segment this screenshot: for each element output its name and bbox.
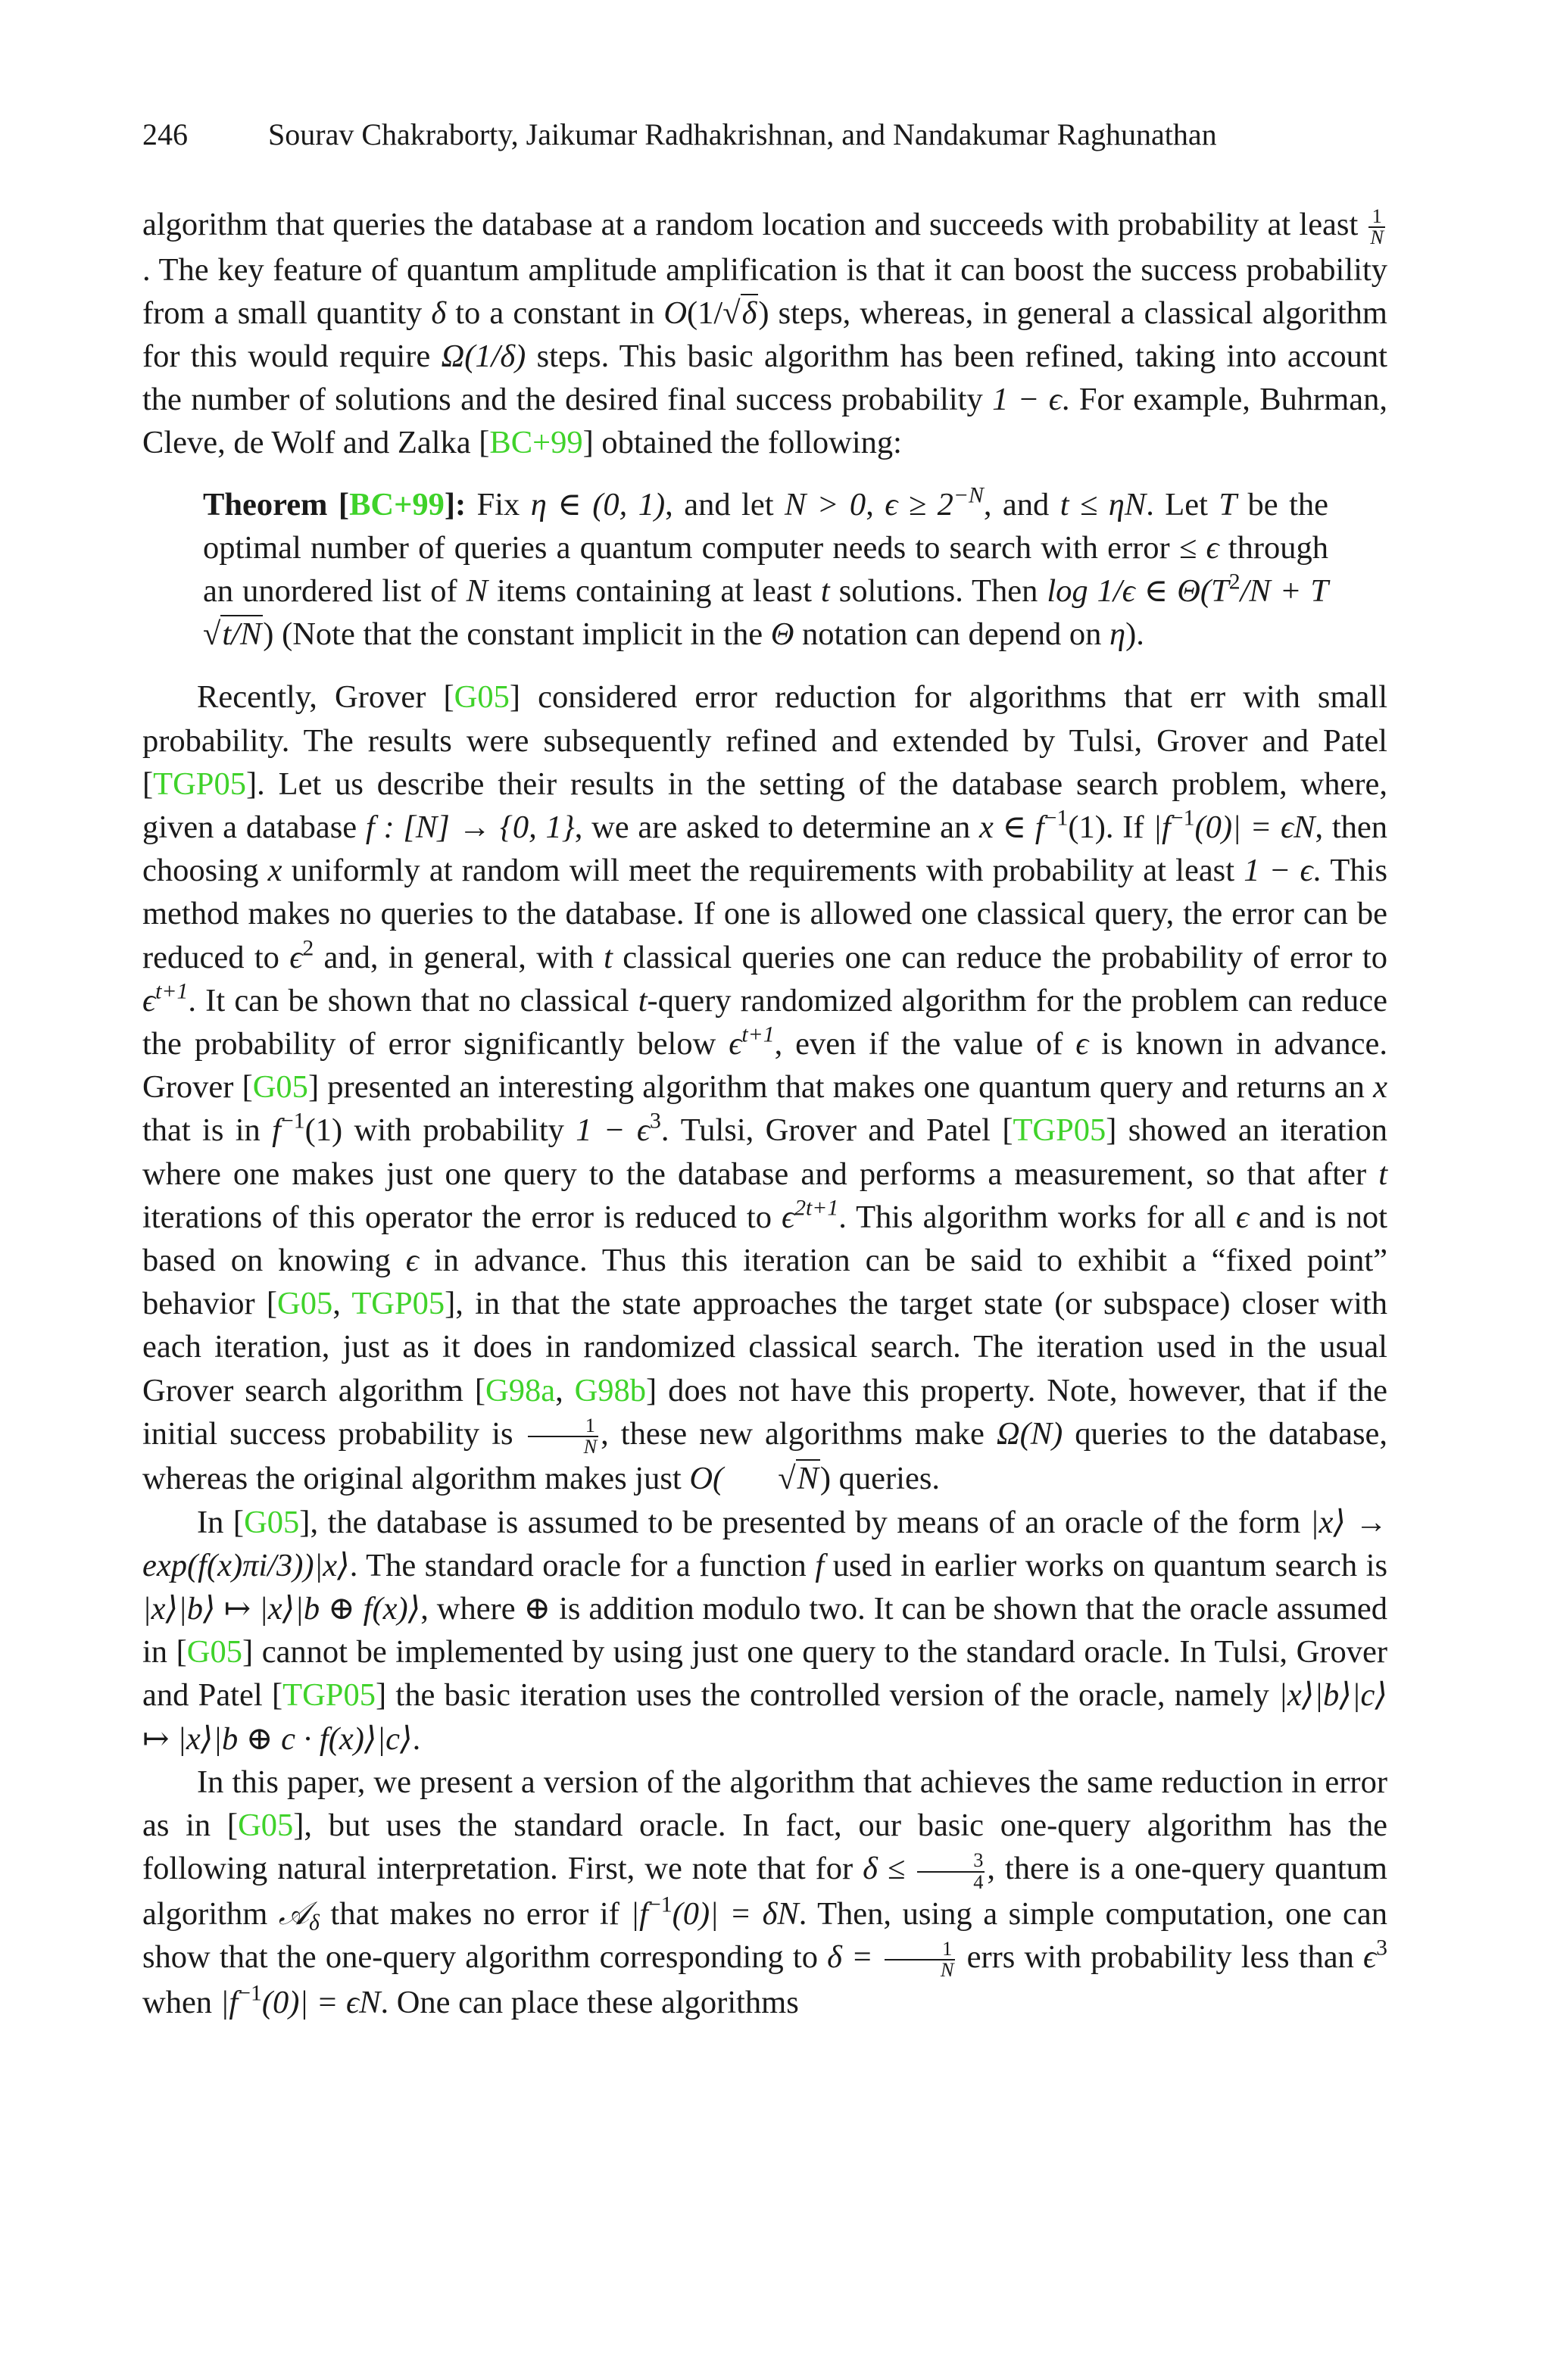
theorem-block: Theorem [BC+99]: Fix η ∈ (0, 1), and let N > 0, $\epsilon \ge 2^{-N}$, and t ≤ ηN. Let T be the optimal number of queries a quantum computer needs to search with error ≤ ϵ through an unordered list of N items containing at least t solutions. Then log 1/ϵ ∈ $\Theta(T^2/N + T√t/N)$ (Note that the constant implicit in the Θ notation can depend on η).	[203, 483, 1328, 657]
paragraph-1: algorithm that queries the database at a random location and succeeds with probability at least $\frac{1}{N}$ . The key feature of quantum amplitude amplification is that it can boost the success probability from a small quantity δ to a constant in O(1/√δ) steps, whereas, in general a classical algorithm for this would require Ω(1/δ) steps. This basic algorithm has been refined, taking into account the number of solutions and the desired final success probability 1 − ϵ. For example, Buhrman, Cleve, de Wolf and Zalka [BC+99] obtained the following:	[142, 204, 1387, 461]
citation-link[interactable]: G98a	[485, 1372, 556, 1408]
sqrt-t-over-N: √t/N	[203, 616, 262, 653]
sqrt-delta: √δ	[722, 295, 757, 331]
citation-link[interactable]: G05	[238, 1808, 294, 1844]
paragraph-3: In [G05], the database is assumed to be presented by means of an oracle of the form |x⟩ → exp(f(x)πi/3))|x⟩. The standard oracle for a function f used in earlier works on quantum search is |x⟩|b⟩ ↦ |x⟩|b ⊕ f(x)⟩, where ⊕ is addition modulo two. It can be shown that the oracle assumed in [G05] cannot be implemented by using just one query to the standard oracle. In Tulsi, Grover and Patel [TGP05] the basic iteration uses the controlled version of the oracle, namely |x⟩|b⟩|c⟩ ↦ |x⟩|b ⊕ c · f(x)⟩|c⟩.	[142, 1504, 1388, 1757]
fraction-3-over-4: $\frac{3}{4}$	[917, 1851, 985, 1892]
author-line: Sourav Chakraborty, Jaikumar Radhakrishnan, and Nandakumar Raghunathan	[268, 117, 1217, 151]
citation-link[interactable]: G98b	[574, 1372, 647, 1408]
citation-link[interactable]: BC+99	[349, 486, 445, 522]
body-text	[142, 203, 1387, 2024]
citation-link[interactable]: TGP05	[153, 766, 246, 802]
fraction-1-over-N: $\frac{1}{N}$	[1370, 204, 1384, 249]
theorem-label: Theorem [BC+99]:	[203, 486, 467, 522]
citation-link[interactable]: G05	[277, 1286, 333, 1322]
citation-link[interactable]: G05	[252, 1069, 308, 1106]
paragraph-2: Recently, Grover [G05] considered error reduction for algorithms that err with small probability. The results were subsequently refined and extended by Tulsi, Grover and Patel [TGP05]. Let us describe their results in the setting of the database search problem, where, given a database f : [N] → {0, 1}, we are asked to determine an x ∈ $f^{-1}(1)$. If $|f^{-1}(0)| = \epsilon N$, then choosing x uniformly at random will meet the requirements with probability at least 1 − ϵ. This method makes no queries to the database. If one is allowed one classical query, the error can be reduced to $\epsilon^2$ and, in general, with t classical queries one can reduce the probability of error to $\epsilon^{t+1}$. It can be shown that no classical t-query randomized algorithm for the problem can reduce the probability of error significantly below $\epsilon^{t+1}$, even if the value of ϵ is known in advance. Grover [G05] presented an interesting algorithm that makes one quantum query and returns an x that is in $f^{-1}(1)$ with probability $1 - \epsilon^3$. Tulsi, Grover and Patel [TGP05] showed an iteration where one makes just one query to the database and performs a measurement, so that after t iterations of this operator the error is reduced to $\epsilon^{2t+1}$. This algorithm works for all ϵ and is not based on knowing ϵ in advance. Thus this iteration can be said to exhibit a “fixed point” behavior [G05, TGP05], in that the state approaches the target state (or subspace) closer with each iteration, just as it does in randomized classical search. The iteration used in the usual Grover search algorithm [G98a, G98b] does not have this property. Note, however, that if the initial success probability is $\frac{1}{N}$ , these new algorithms make Ω(N) queries to the database, whereas the original algorithm makes just O( √N) queries.	[142, 675, 1387, 1500]
citation-link[interactable]: BC+99	[489, 425, 583, 461]
citation-link[interactable]: G05	[244, 1504, 300, 1540]
citation-link[interactable]: TGP05	[1013, 1112, 1106, 1149]
fraction-1-over-N: $\frac{1}{N}$	[528, 1416, 599, 1458]
page-number: 246	[142, 117, 188, 151]
paragraph-4: In this paper, we present a version of the algorithm that achieves the same reduction in error as in [G05], but uses the standard oracle. In fact, our basic one-query algorithm has the following natural interpretation. First, we note that for δ ≤ $\frac{3}{4}$ , there is a one-query quantum algorithm 𝒜$_\delta$ that makes no error if $|f^{-1}(0)| = \delta N$. Then, using a simple computation, one can show that the one-query algorithm corresponding to δ = $\frac{1}{N}$ errs with probability less than $\epsilon^3$ when $|f^{-1}(0)| = \epsilon N$. One can place these algorithms	[142, 1764, 1388, 2020]
sqrt-N: √N	[778, 1461, 819, 1497]
citation-link[interactable]: G05	[454, 679, 510, 716]
fraction-1-over-N: $\frac{1}{N}$	[885, 1939, 956, 1981]
citation-link[interactable]: G05	[186, 1634, 242, 1670]
running-header	[142, 114, 1384, 156]
citation-link[interactable]: TGP05	[282, 1677, 376, 1714]
citation-link[interactable]: TGP05	[351, 1286, 445, 1322]
